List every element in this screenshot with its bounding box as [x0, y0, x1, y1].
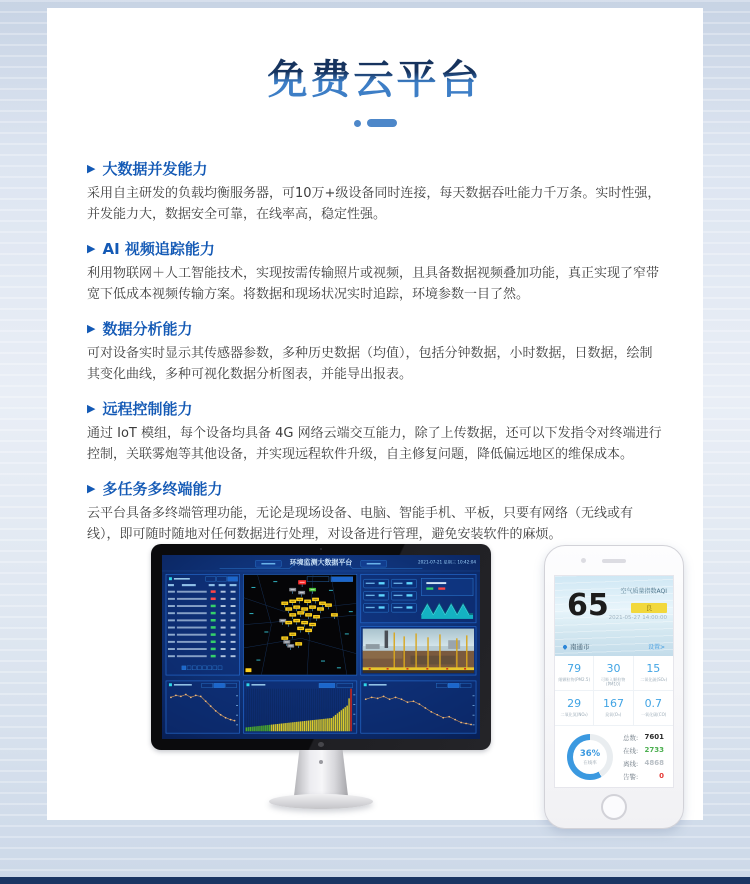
pollutant-label: 二氧化氮(NO₂) — [560, 713, 588, 718]
phone-body — [544, 545, 684, 829]
triangle-bullet-icon: ▶ — [87, 402, 96, 416]
aqi-label: 空气质量指数AQI — [620, 588, 667, 595]
dashboard-trend-right-panel — [361, 681, 476, 733]
monitor-screen-dashboard — [162, 555, 480, 739]
phone-camera-icon — [581, 558, 586, 563]
pollutant-cell-so2 — [634, 656, 673, 691]
triangle-bullet-icon: ▶ — [87, 162, 96, 175]
dashboard-realtime-panel — [361, 574, 476, 622]
pollutant-label: 臭氧(O₃) — [605, 713, 622, 718]
feature-heading: 多任务多终端能力 — [102, 480, 223, 499]
dashboard-title: 环境监测大数据平台 — [289, 558, 353, 567]
map-legend-icon — [245, 668, 251, 672]
phone-speaker-icon — [602, 559, 626, 563]
pollutant-cell-pm10 — [594, 656, 633, 691]
feature-heading: AI 视频追踪能力 — [102, 240, 215, 259]
stat-row-offline: 离线: 4868 — [623, 759, 664, 768]
pollutant-label: 一氧化碳(CO) — [640, 713, 667, 718]
pollutant-value: 167 — [602, 697, 624, 710]
stand-logo-icon — [319, 760, 323, 764]
monitor-bezel — [151, 544, 491, 750]
pollutant-grid — [555, 656, 673, 726]
monitor-camera-icon — [320, 548, 322, 550]
aqi-timestamp: 2021-05-27 14:00:00 — [608, 615, 667, 621]
footer-navy-bar — [0, 877, 750, 884]
pollutant-cell-no2 — [555, 691, 594, 726]
phone-mockup-image — [544, 545, 684, 829]
pollutant-label: 二氧化硫(SO₂) — [639, 678, 667, 683]
online-rate-label: 在线率 — [583, 760, 597, 766]
feature-heading: 远程控制能力 — [102, 400, 193, 419]
feature-item-multi-terminal — [87, 478, 663, 545]
settings-link: 设置> — [647, 644, 665, 651]
feature-item-data-analysis — [87, 318, 663, 385]
feature-body: 利用物联网＋人工智能技术，实现按需传输照片或视频，且具备数据视频叠加功能，真正实现了窄带宽下低成本视频传输方案。将数据和现场状况实时追踪，环境参数一目了然。 — [87, 266, 660, 302]
stat-row-online: 在线: 2733 — [623, 746, 664, 755]
page-title: 免费云平台 — [268, 48, 483, 105]
monitor-mockup-image — [147, 544, 495, 814]
pollutant-cell-co — [634, 691, 673, 726]
title-underline — [47, 119, 703, 127]
feature-body: 采用自主研发的负载均衡服务器，可10万+级设备同时连接，每天数据吞吐能力千万条。实时性强，并发能力大，数据安全可靠，在线率高，稳定性强。 — [87, 186, 661, 222]
stat-row-alarm: 告警: 0 — [623, 772, 664, 781]
apple-logo-icon — [318, 742, 324, 747]
feature-body: 云平台具备多终端管理功能，无论是现场设备、电脑、智能手机、平板，只要有网络（无线或有线），即可随时随地对任何数据进行处理，对设备进行管理，避免安装软件的麻烦。 — [87, 506, 634, 542]
pollutant-label: 细颗粒物(PM2.5) — [558, 678, 591, 683]
monitor-stand-neck — [294, 750, 348, 796]
aqi-value: 65 — [567, 588, 609, 623]
pollutant-label: 可吸入颗粒物(PM10) — [601, 678, 626, 688]
feature-body: 通过 IoT 模组，每个设备均具备 4G 网络云端交互能力，除了上传数据，还可以下发指令对终端进行控制，关联雾炮等其他设备，并实现远程软件升级，自主修复问题，降低偏远地区的维保成本。 — [87, 426, 662, 462]
pollutant-cell-pm25 — [555, 656, 594, 691]
underline-bar-icon — [367, 119, 397, 127]
dashboard-rank-chart-panel — [243, 681, 356, 733]
triangle-bullet-icon: ▶ — [87, 482, 96, 496]
pollutant-value: 79 — [567, 662, 582, 675]
online-rate-donut — [567, 734, 613, 780]
triangle-bullet-icon: ▶ — [87, 242, 96, 256]
monitor-stand-base — [269, 794, 373, 809]
city-label: 南通市 — [570, 643, 590, 651]
triangle-bullet-icon: ▶ — [87, 322, 96, 336]
dashboard-site-photo-panel — [361, 627, 476, 675]
dashboard-graphic — [162, 555, 480, 739]
dashboard-map-panel — [243, 574, 356, 675]
aqi-level-badge: 良 — [631, 603, 667, 613]
content-card — [47, 8, 703, 820]
phone-screen-aqi-app — [554, 575, 674, 788]
hero — [47, 8, 703, 127]
feature-list — [87, 158, 663, 558]
feature-item-ai-video — [87, 238, 663, 305]
pollutant-cell-o3 — [594, 691, 633, 726]
feature-heading: 大数据并发能力 — [102, 160, 208, 178]
pollutant-value: 0.7 — [644, 697, 663, 710]
device-status-section — [555, 726, 673, 788]
pollutant-value: 30 — [606, 662, 621, 675]
dashboard-device-table-panel — [166, 574, 240, 675]
aqi-header — [555, 576, 673, 656]
phone-home-button — [601, 794, 627, 820]
online-rate-percent: 36% — [579, 748, 601, 759]
pollutant-value: 29 — [567, 697, 582, 710]
stat-row-total: 总数: 7601 — [623, 733, 664, 742]
feature-item-big-data — [87, 158, 663, 225]
feature-heading: 数据分析能力 — [102, 320, 193, 339]
dashboard-trend-left-panel — [166, 681, 240, 733]
pollutant-value: 15 — [646, 662, 661, 675]
underline-dot-icon — [354, 120, 361, 127]
location-pin-icon — [562, 644, 568, 650]
feature-body: 可对设备实时显示其传感器参数，多种历史数据（均值），包括分钟数据，小时数据，日数据，绘制其变化曲线，多种可视化数据分析图表，并能导出报表。 — [87, 346, 653, 382]
device-stats-list — [623, 733, 664, 785]
feature-item-remote-control — [87, 398, 663, 465]
dashboard-datetime: 2021-07-21 星期三 10:42:04 — [418, 559, 477, 565]
